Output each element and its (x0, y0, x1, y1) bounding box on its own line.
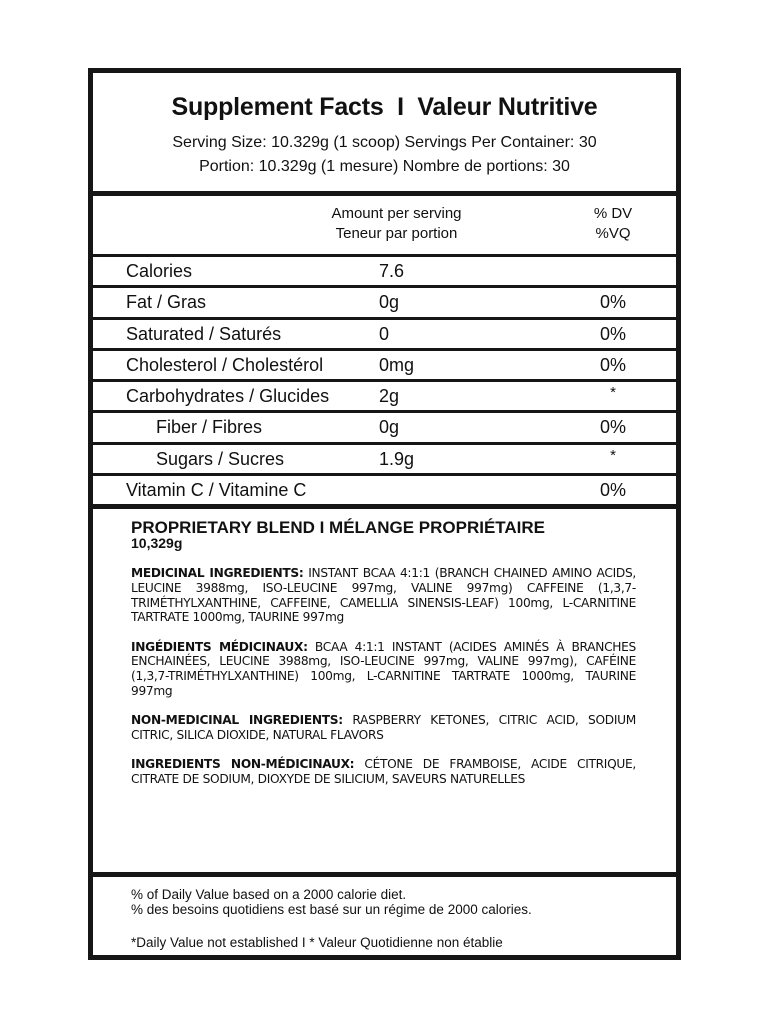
nutrient-amount: 1.9g (379, 448, 415, 469)
dv-column-header (583, 204, 643, 244)
dv-note-en: % of Daily Value based on a 2000 calorie diet. (131, 887, 407, 903)
dv-not-established-note: *Daily Value not established I * Valeur Quotidienne non établie (131, 935, 503, 951)
nutrient-dv: 0% (599, 292, 626, 313)
blend-weight: 10,329g (131, 535, 183, 552)
ingredient-label: NON-MEDICINAL INGREDIENTS: (131, 713, 343, 728)
nutrient-row (93, 476, 676, 509)
ingredient-paragraph (131, 566, 636, 624)
ingredient-text: INSTANT BCAA 4:1:1 (BRANCH CHAINED AMINO ACIDS, LEUCINE 3988mg, ISO-LEUCINE 997mg, VALINE 997mg) CAFFEINE (1,3,7-TRIMÉTHYLXANTHINE, CAFFEINE, CAMELLIA SINENSIS-LEAF) 100mg, L-CARNITINE TARTRATE 1000mg, TAURINE 997mg (131, 566, 636, 625)
nutrient-row (93, 257, 676, 288)
amount-header-en: Amount per serving (331, 205, 462, 222)
dv-header-fr: %VQ (595, 225, 631, 242)
nutrient-name: Fiber / Fibres (156, 417, 263, 438)
nutrient-name: Carbohydrates / Glucides (126, 386, 330, 407)
nutrient-row (93, 382, 676, 413)
nutrient-row (93, 445, 676, 476)
nutrient-dv: 0% (599, 417, 626, 438)
label-footer (93, 877, 676, 950)
nutrient-dv: * (610, 446, 616, 464)
ingredient-label: MEDICINAL INGREDIENTS: (131, 566, 304, 581)
proprietary-blend-section (93, 509, 676, 877)
ingredient-text: RASPBERRY KETONES, CITRIC ACID, SODIUM CITRIC, SILICA DIOXIDE, NATURAL FLAVORS (131, 713, 636, 742)
blend-title: PROPRIETARY BLEND I MÉLANGE PROPRIÉTAIRE (131, 518, 546, 538)
amount-header-fr: Teneur par portion (335, 225, 458, 242)
nutrient-amount: 0mg (379, 354, 415, 375)
nutrient-amount: 2g (379, 386, 400, 407)
ingredient-paragraph (131, 713, 636, 742)
ingredient-text: CÉTONE DE FRAMBOISE, ACIDE CITRIQUE, CITRATE DE SODIUM, DIOXYDE DE SILICIUM, SAVEURS NATURELLES (131, 757, 636, 786)
nutrient-name: Cholesterol / Cholestérol (126, 354, 324, 375)
label-header (93, 73, 676, 196)
nutrient-name: Saturated / Saturés (126, 323, 282, 344)
nutrient-row (93, 413, 676, 444)
supplement-facts-label (88, 68, 681, 960)
nutrient-name: Calories (126, 261, 193, 281)
nutrient-name: Fat / Gras (126, 292, 207, 313)
amount-column-header (319, 204, 474, 244)
nutrient-row (93, 351, 676, 382)
nutrient-row (93, 320, 676, 351)
nutrient-amount: 0g (379, 417, 400, 438)
nutrient-name: Sugars / Sucres (156, 448, 285, 469)
ingredient-label: INGÉDIENTS MÉDICINAUX: (131, 639, 308, 654)
nutrient-dv: 0% (599, 480, 626, 501)
dv-header-en: % DV (593, 205, 633, 222)
dv-note-fr: % des besoins quotidiens est basé sur un régime de 2000 calories. (131, 902, 532, 918)
nutrient-amount: 0 (379, 323, 390, 344)
label-title: Supplement Facts I Valeur Nutritive (171, 93, 598, 121)
nutrient-dv: 0% (599, 323, 626, 344)
nutrient-name: Vitamin C / Vitamine C (126, 480, 307, 501)
nutrient-amount: 0g (379, 292, 400, 313)
nutrient-dv: 0% (599, 354, 626, 375)
serving-info-fr: Portion: 10.329g (1 mesure) Nombre de portions: 30 (199, 158, 570, 175)
ingredient-text: BCAA 4:1:1 INSTANT (ACIDES AMINÉS À BRANCHES ENCHAINÉES, LEUCINE 3988mg, ISO-LEUCINE 997mg, VALINE 997mg), CAFÉINE (1,3,7-TRIMÉTHYLXANTHINE) 100mg, L-CARNITINE TARTRATE 1000mg, TAURINE 997mg (131, 639, 636, 698)
nutrient-dv: * (610, 384, 616, 402)
ingredient-paragraph (131, 640, 636, 698)
ingredient-label: INGREDIENTS NON-MÉDICINAUX: (131, 757, 355, 772)
nutrient-amount: 7.6 (379, 261, 405, 281)
nutrient-row (93, 288, 676, 319)
serving-info-en: Serving Size: 10.329g (1 scoop) Servings Per Container: 30 (172, 134, 597, 151)
ingredient-paragraph (131, 757, 636, 786)
column-headers (93, 196, 676, 257)
